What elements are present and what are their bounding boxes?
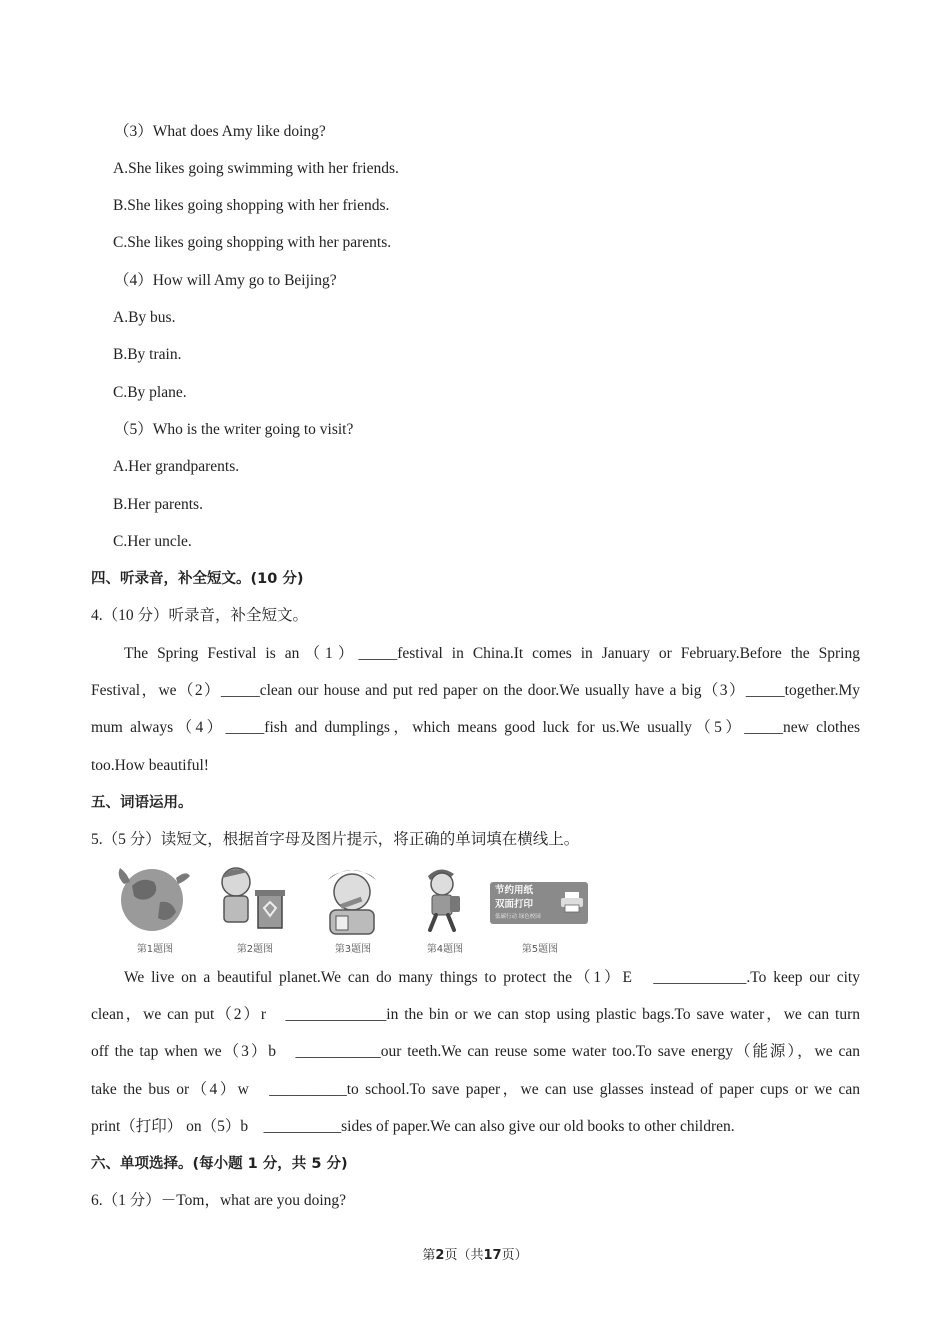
footer-total-pages: 17: [483, 1248, 502, 1263]
hint-picture-4: [400, 862, 490, 958]
question-3-4: （4）How will Amy go to Beijing?: [114, 272, 337, 289]
sign-line-3: 低碳行动 绿色校园: [495, 914, 541, 920]
footer-prefix: 第: [422, 1248, 436, 1263]
picture-hints: [110, 862, 610, 958]
option-3-3-b: B.She likes going shopping with her friends.: [113, 197, 390, 214]
footer-page-number: 2: [435, 1248, 445, 1263]
question-5-stem: 5.（5 分）读短文，根据首字母及图片提示，将正确的单词填在横线上。: [91, 831, 580, 848]
footer-suffix: 页）: [501, 1248, 528, 1263]
hint-picture-5: [488, 862, 592, 958]
section-5-heading: 五、词语运用。: [91, 795, 193, 811]
hint-caption-3: 第3题图: [334, 944, 372, 955]
option-3-5-a: A.Her grandparents.: [113, 458, 240, 475]
passage-4-line-3: mum always（4）_____fish and dumplings，which means good luck for us.We usually（5）_____new clothes: [91, 719, 860, 736]
passage-5-line-4: take the bus or（4）w __________to school.To save paper，we can use glasses instead of paper cups or we can: [91, 1081, 860, 1098]
question-3-3: （3）What does Amy like doing?: [114, 123, 326, 140]
passage-5-line-3: off the tap when we（3）b ___________our teeth.We can reuse some water too.To save energy（能源），we can: [91, 1043, 860, 1060]
hint-caption-2: 第2题图: [236, 944, 274, 955]
hint-picture-3: [308, 862, 398, 958]
recycle-bin-icon: [210, 862, 300, 938]
footer-middle: 页（共: [444, 1248, 484, 1263]
toothbrush-icon: [308, 862, 398, 938]
page-footer: [0, 1244, 950, 1263]
save-paper-sign: [490, 882, 588, 924]
walking-boy-icon: [400, 862, 490, 938]
option-3-3-c: C.She likes going shopping with her parents.: [113, 234, 392, 251]
sign-line-1: 节约用纸: [495, 885, 534, 896]
sign-line-2: 双面打印: [495, 899, 534, 910]
option-3-4-c: C.By plane.: [113, 384, 187, 401]
printer-icon: [560, 891, 584, 913]
hint-picture-1: [110, 862, 200, 958]
passage-5-line-1: We live on a beautiful planet.We can do many things to protect the（1）E ____________.To keep our city: [124, 969, 860, 986]
passage-4-line-2: Festival，we（2）_____clean our house and put red paper on the door.We usually have a big（3）_____together.My: [91, 682, 860, 699]
question-4-stem: 4.（10 分）听录音，补全短文。: [91, 607, 309, 624]
earth-icon: [110, 862, 200, 938]
passage-5-line-2: clean，we can put（2）r _____________in the bin or we can stop using plastic bags.To save water，we can turn: [91, 1006, 860, 1023]
option-3-4-a: A.By bus.: [113, 309, 176, 326]
hint-caption-4: 第4题图: [426, 944, 464, 955]
option-3-5-b: B.Her parents.: [113, 496, 203, 513]
passage-4-line-1: The Spring Festival is an（1）_____festival in China.It comes in January or February.Before the Spring: [124, 645, 860, 662]
option-3-5-c: C.Her uncle.: [113, 533, 192, 550]
option-3-4-b: B.By train.: [113, 346, 182, 363]
passage-5-line-5: print（打印） on（5）b __________sides of paper.We can also give our old books to other children.: [91, 1118, 735, 1135]
hint-picture-2: [210, 862, 300, 958]
hint-caption-1: 第1题图: [136, 944, 174, 955]
hint-caption-5: 第5题图: [521, 944, 559, 955]
option-3-3-a: A.She likes going swimming with her friends.: [113, 160, 399, 177]
question-6-stem: 6.（1 分）－Tom，what are you doing?: [91, 1192, 347, 1209]
section-6-heading: 六、单项选择。(每小题 1 分，共 5 分): [91, 1156, 348, 1172]
question-3-5: （5）Who is the writer going to visit?: [114, 421, 354, 438]
section-4-heading: 四、听录音，补全短文。(10 分): [91, 571, 304, 587]
passage-4-line-4: too.How beautiful!: [91, 757, 209, 774]
